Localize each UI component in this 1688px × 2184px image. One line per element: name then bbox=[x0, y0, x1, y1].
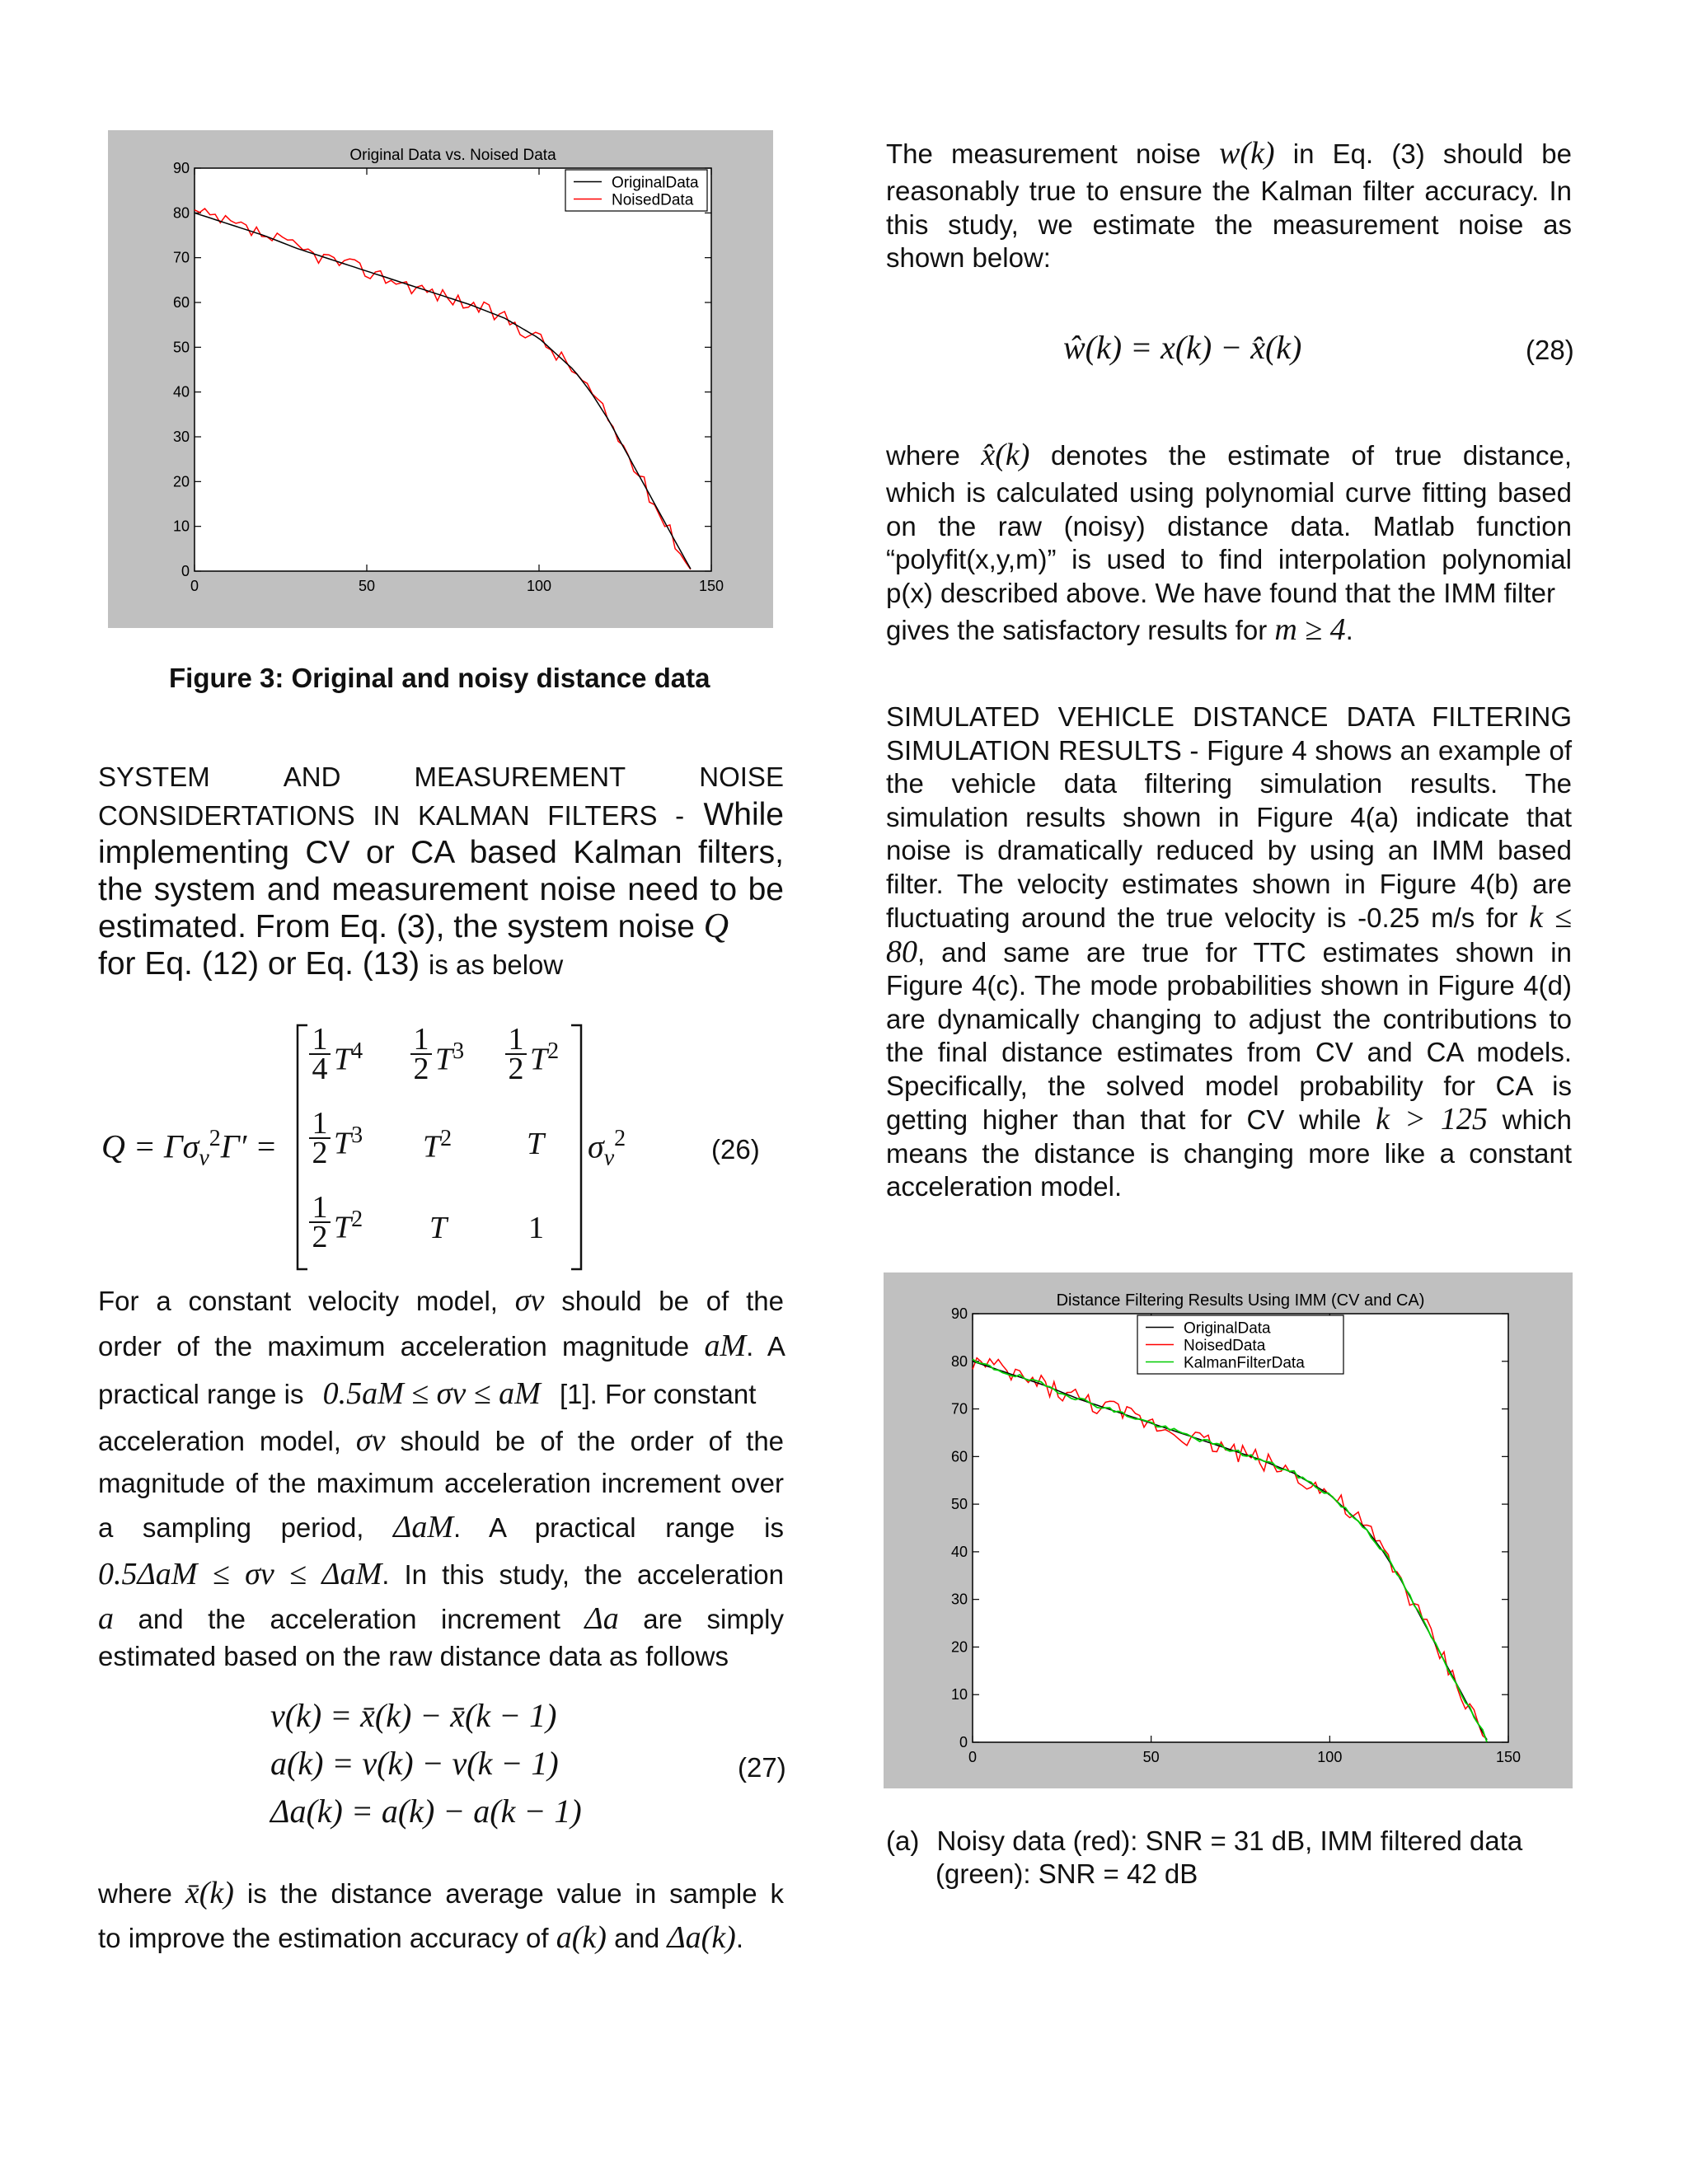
y-tick-label: 70 bbox=[172, 249, 190, 266]
section-heading-line2: CONSIDERTATIONS IN KALMAN FILTERS - bbox=[98, 800, 685, 831]
paragraph-noise-ranges: For a constant velocity model, σv should be of the order of the maximum acceleration magnitude aM. A practical range is 0.5aM ≤ σv ≤ aM [1]. For constant acceleration model, σv should be of the order of the magnitude of the maximum acceleration increment over a sampling period, ΔaM. A practical range is 0.5ΔaM ≤ σv ≤ ΔaM. In this study, the acceleration a and the acceleration increment Δa are simply estimated based on the raw distance data as follows bbox=[98, 1283, 785, 1671]
y-tick-label: 0 bbox=[181, 563, 190, 579]
eq27-line1: v(k) = x̄(k) − x̄(k − 1) bbox=[270, 1697, 557, 1734]
chart-title: Original Data vs. Noised Data bbox=[349, 147, 556, 164]
matrix-cell-31: 1 2 $T^2$ bbox=[309, 1193, 367, 1251]
matrix-cell-13: 1 2 $T^2$ bbox=[505, 1025, 563, 1083]
equation-28: ŵ(k) = x(k) − x̂(k) bbox=[1063, 329, 1302, 366]
y-tick-label: 50 bbox=[172, 339, 190, 356]
y-tick-label: 10 bbox=[950, 1686, 968, 1704]
plot-area bbox=[195, 168, 711, 571]
x-tick-label: 100 bbox=[1317, 1749, 1343, 1765]
figure4a-chart bbox=[884, 1272, 1573, 1788]
paragraph-simulation-results: SIMULATED VEHICLE DISTANCE DATA FILTERING SIMULATION RESULTS - Figure 4 shows an example of the vehicle data filtering simulation results. The simulation results shown in Figure 4(a) indicate that noise is dramatically reduced by using an IMM based filter. The velocity estimates shown in Figure 4(b) are fluctuating around the true velocity is -0.25 m/s for k ≤ 80, and same are true for TTC estimates shown in Figure 4(c). The mode probabilities shown in Figure 4(d) are dynamically changing to adjust the contributions to the final distance estimates from CV and CA models. Specifically, the solved model probability for CA is getting higher than that for CV while k > 125 which means the distance is changing more like a constant acceleration model. bbox=[886, 701, 1572, 1202]
figure3-frame bbox=[108, 130, 773, 628]
y-tick-label: 70 bbox=[950, 1400, 968, 1418]
matrix-cell-23: T bbox=[527, 1127, 545, 1161]
paragraph-polyfit: where x̂(k) denotes the estimate of true distance, which is calculated using polynomial curve fitting based on the raw (noisy) distance data. Matlab function “polyfit(x,y,m)” is used to find interpolation polynomial p(x) described above. We have found that the IMM filter gives the satisfactory results for m ≥ 4. bbox=[886, 438, 1572, 647]
y-tick-label: 30 bbox=[172, 429, 190, 445]
paragraph-measurement-noise: The measurement noise w(k) in Eq. (3) should be reasonably true to ensure the Kalman filter accuracy. In this study, we estimate the measurement noise as shown below: bbox=[886, 136, 1572, 273]
figure4a-caption-line2: (green): SNR = 42 dB bbox=[935, 1858, 1198, 1889]
y-tick-label: 40 bbox=[172, 383, 190, 401]
y-tick-label: 20 bbox=[950, 1638, 968, 1656]
y-tick-label: 20 bbox=[172, 473, 190, 490]
figure4a-caption bbox=[886, 1825, 1522, 1891]
x-tick-label: 50 bbox=[358, 578, 376, 594]
eq26-sigma: $\sigma_v^2$ bbox=[588, 1126, 626, 1171]
eq26-rest: Γ′ = bbox=[220, 1127, 278, 1165]
legend-label: KalmanFilterData bbox=[1184, 1354, 1305, 1372]
section-heading-line1 bbox=[98, 762, 784, 793]
heading-word: MEASUREMENT bbox=[414, 762, 626, 792]
intro-text: While implementing CV or CA based Kalman filters, the system and measurement noise need to be estimated. From Eq. (3), the system noise bbox=[98, 797, 784, 944]
intro-end: for Eq. (12) or Eq. (13) bbox=[98, 946, 420, 982]
y-tick-label: 0 bbox=[959, 1734, 968, 1750]
figure3-chart bbox=[108, 130, 773, 628]
y-tick-label: 10 bbox=[172, 518, 190, 535]
matrix-cell-12: 1 2 $T^3$ bbox=[410, 1025, 468, 1083]
y-tick-label: 50 bbox=[950, 1496, 968, 1513]
x-tick-label: 150 bbox=[698, 578, 724, 594]
y-tick-label: 80 bbox=[172, 204, 190, 222]
y-tick-label: 90 bbox=[172, 160, 190, 176]
eq26-number: (26) bbox=[711, 1134, 760, 1165]
matrix-cell-32: T bbox=[429, 1211, 448, 1245]
chart-title: Distance Filtering Results Using IMM (CV and CA) bbox=[1056, 1291, 1425, 1310]
legend-label: OriginalData bbox=[1184, 1319, 1271, 1338]
eq27-line2: a(k) = v(k) − v(k − 1) bbox=[270, 1745, 559, 1782]
eq27-line3: Δa(k) = a(k) − a(k − 1) bbox=[270, 1793, 582, 1830]
matrix-cell-11: 1 4 $T^4$ bbox=[309, 1025, 367, 1083]
legend-label: OriginalData bbox=[612, 174, 699, 192]
figure4a-caption-line1: Noisy data (red): SNR = 31 dB, IMM filtered data bbox=[936, 1825, 1523, 1856]
x-tick-label: 0 bbox=[190, 578, 199, 594]
figure4a-frame bbox=[884, 1272, 1573, 1788]
symbol-Q: Q bbox=[703, 907, 729, 945]
figure3-caption: Figure 3: Original and noisy distance data bbox=[169, 663, 710, 693]
intro-end-small: is as below bbox=[429, 949, 564, 980]
x-tick-label: 150 bbox=[1495, 1749, 1522, 1765]
matrix-cell-33: 1 bbox=[528, 1211, 544, 1245]
intro-paragraph bbox=[98, 796, 784, 983]
heading-word: AND bbox=[283, 762, 341, 792]
y-tick-label: 60 bbox=[950, 1448, 968, 1465]
y-tick-label: 90 bbox=[950, 1305, 968, 1322]
x-tick-label: 0 bbox=[968, 1749, 978, 1765]
eq26-sub: v bbox=[199, 1145, 209, 1171]
y-tick-label: 60 bbox=[172, 294, 190, 311]
legend-label: NoisedData bbox=[1184, 1337, 1266, 1355]
heading-word: NOISE bbox=[699, 762, 784, 792]
y-tick-label: 40 bbox=[950, 1543, 968, 1560]
y-tick-label: 80 bbox=[950, 1352, 968, 1370]
paragraph-average: where x̄(k) is the distance average value in sample k to improve the estimation accuracy of a(k) and Δa(k). bbox=[98, 1876, 785, 1955]
plot-area bbox=[973, 1314, 1508, 1742]
eq26-lhs: Q = Γσ bbox=[101, 1127, 199, 1165]
x-tick-label: 100 bbox=[526, 578, 552, 594]
eq28-number: (28) bbox=[1526, 335, 1574, 365]
y-tick-label: 30 bbox=[950, 1591, 968, 1608]
x-tick-label: 50 bbox=[1142, 1749, 1160, 1765]
eq27-number: (27) bbox=[738, 1752, 786, 1783]
eq26-sup: 2 bbox=[209, 1126, 221, 1151]
heading-word: SYSTEM bbox=[98, 762, 210, 792]
matrix-cell-22: $T^2$ bbox=[423, 1126, 452, 1165]
legend-label: NoisedData bbox=[612, 191, 694, 209]
equation-26 bbox=[101, 1022, 785, 1273]
figure4a-caption-label: (a) bbox=[886, 1825, 920, 1856]
matrix-cell-21: 1 2 $T^3$ bbox=[309, 1109, 367, 1167]
